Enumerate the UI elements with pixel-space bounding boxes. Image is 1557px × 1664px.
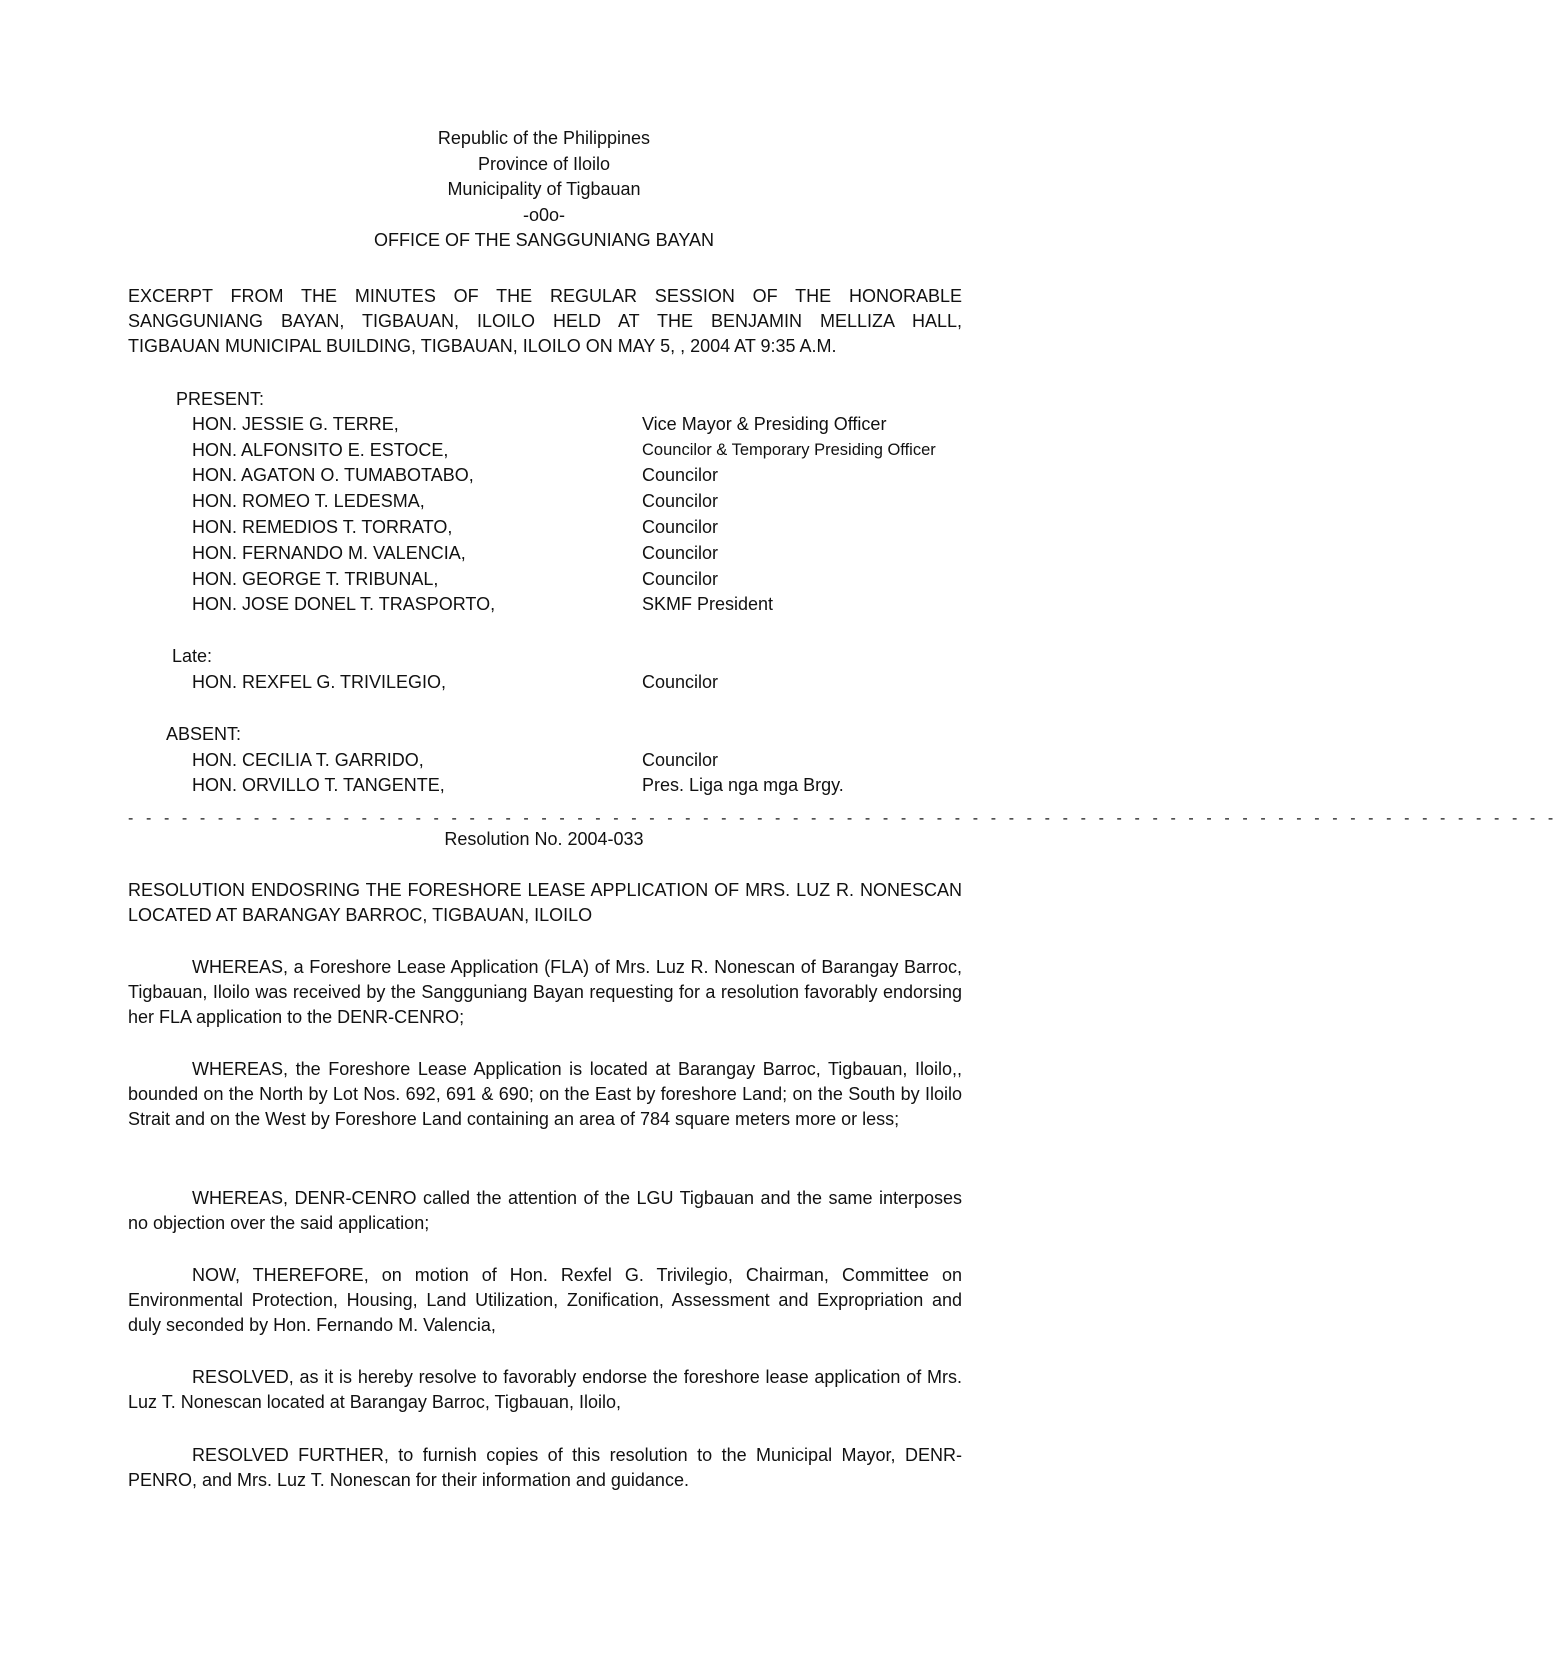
attendee-role: Vice Mayor & Presiding Officer [642,414,887,434]
attendee-name: HON. ALFONSITO E. ESTOCE, [192,440,449,460]
header-office: OFFICE OF THE SANGGUNIANG BAYAN [373,230,715,250]
attendee-row [192,773,972,799]
attendee-role: Councilor & Temporary Presiding Officer [642,441,936,459]
attendee-name: HON. REMEDIOS T. TORRATO, [192,517,453,537]
attendee-role: Councilor [642,750,719,770]
whereas-paragraph: WHEREAS, the Foreshore Lease Application is located at Barangay Barroc, Tigbauan, Iloilo,, bounded on the North by Lot Nos. 692, 691 & 690; on the East by foreshore Land; on the South by Iloilo Strait and on the West by Foreshore Land containing an area of 784 square meters more or less; [128,1059,962,1129]
header-municipality: Municipality of Tigbauan [447,179,641,199]
document-header [0,126,1088,254]
resolution-paragraph [128,1365,962,1415]
attendee-role: Councilor [642,465,719,485]
attendee-row [192,670,972,696]
attendee-row [192,463,972,489]
header-province: Province of Iloilo [477,153,611,174]
excerpt-line: EXCERPT FROM THE MINUTES OF THE REGULAR SESSION OF THE HONORABLE [128,286,962,306]
attendee-row [192,541,972,567]
attendee-name: HON. AGATON O. TUMABOTABO, [192,465,474,485]
attendee-row [192,592,972,618]
absent-label: ABSENT: [166,724,242,744]
present-label: PRESENT: [176,389,265,409]
attendee-name: HON. GEORGE T. TRIBUNAL, [192,569,439,589]
late-label: Late: [172,646,213,666]
attendee-name: HON. ROMEO T. LEDESMA, [192,491,425,511]
resolved-further-paragraph: RESOLVED FURTHER, to furnish copies of this resolution to the Municipal Mayor, DENR-PENRO, and Mrs. Luz T. Nonescan for their information and guidance. [128,1445,962,1490]
resolution-number: Resolution No. 2004-033 [444,829,644,849]
attendee-role: SKMF President [642,594,774,614]
resolution-paragraph [128,1443,962,1493]
excerpt-intro [128,284,962,359]
attendee-row [192,515,972,541]
resolution-paragraph [128,1186,962,1236]
attendee-name: HON. JESSIE G. TERRE, [192,414,399,434]
resolution-paragraph [128,1057,962,1132]
attendee-name: HON. FERNANDO M. VALENCIA, [192,543,466,563]
whereas-paragraph: WHEREAS, a Foreshore Lease Application (FLA) of Mrs. Luz R. Nonescan of Barangay Barroc, Tigbauan, Iloilo was received by the Sangguniang Bayan requesting for a resolution favorably endorsing her FLA application to the DENR-CENRO; [128,957,962,1027]
attendee-name: HON. JOSE DONEL T. TRASPORTO, [192,594,496,614]
dashed-divider: - - - - - - - - - - - - - - - - - - - - - - - - - - - - - - - - - - - - - - - - - - - - - - - - - - - - - - - - - - - - - - - - - - - - - - - - - - - - - - - - [128,810,1557,827]
attendee-row [192,412,972,438]
attendee-role: Councilor [642,491,719,511]
attendee-role: Councilor [642,672,719,692]
attendee-row [192,567,972,593]
excerpt-line: SANGGUNIANG BAYAN, TIGBAUAN, ILOILO HELD AT THE BENJAMIN MELLIZA HALL, [128,311,962,331]
resolved-paragraph: RESOLVED, as it is hereby resolve to favorably endorse the foreshore lease application of Mrs. Luz T. Nonescan located at Barangay Barroc, Tigbauan, Iloilo, [128,1367,962,1412]
attendee-row [192,489,972,515]
attendee-role: Councilor [642,569,719,589]
attendee-role: Councilor [642,543,719,563]
resolution-paragraph [128,1263,962,1338]
header-republic: Republic of the Philippines [437,128,651,148]
attendee-row [192,748,972,774]
motion-paragraph: NOW, THEREFORE, on motion of Hon. Rexfel G. Trivilegio, Chairman, Committee on Environmental Protection, Housing, Land Utilization, Zonification, Assessment and Expropriation and duly seconded by Hon. Fernando M. Valencia, [128,1265,962,1335]
attendee-role: Pres. Liga nga mga Brgy. [642,775,844,795]
attendee-role: Councilor [642,517,719,537]
whereas-paragraph: WHEREAS, DENR-CENRO called the attention of the LGU Tigbauan and the same interposes no objection over the said application; [128,1188,962,1233]
excerpt-line: TIGBAUAN MUNICIPAL BUILDING, TIGBAUAN, ILOILO ON MAY 5, , 2004 AT 9:35 A.M. [128,336,837,356]
resolution-title: RESOLUTION ENDOSRING THE FORESHORE LEASE APPLICATION OF MRS. LUZ R. NONESCAN LOCATED AT BARANGAY BARROC, TIGBAUAN, ILOILO [128,880,962,925]
attendee-name: HON. REXFEL G. TRIVILEGIO, [192,672,447,692]
attendee-name: HON. ORVILLO T. TANGENTE, [192,775,445,795]
attendee-name: HON. CECILIA T. GARRIDO, [192,750,424,770]
resolution-paragraph [128,955,962,1030]
header-separator: -o0o- [522,204,566,225]
attendee-row [192,438,972,464]
